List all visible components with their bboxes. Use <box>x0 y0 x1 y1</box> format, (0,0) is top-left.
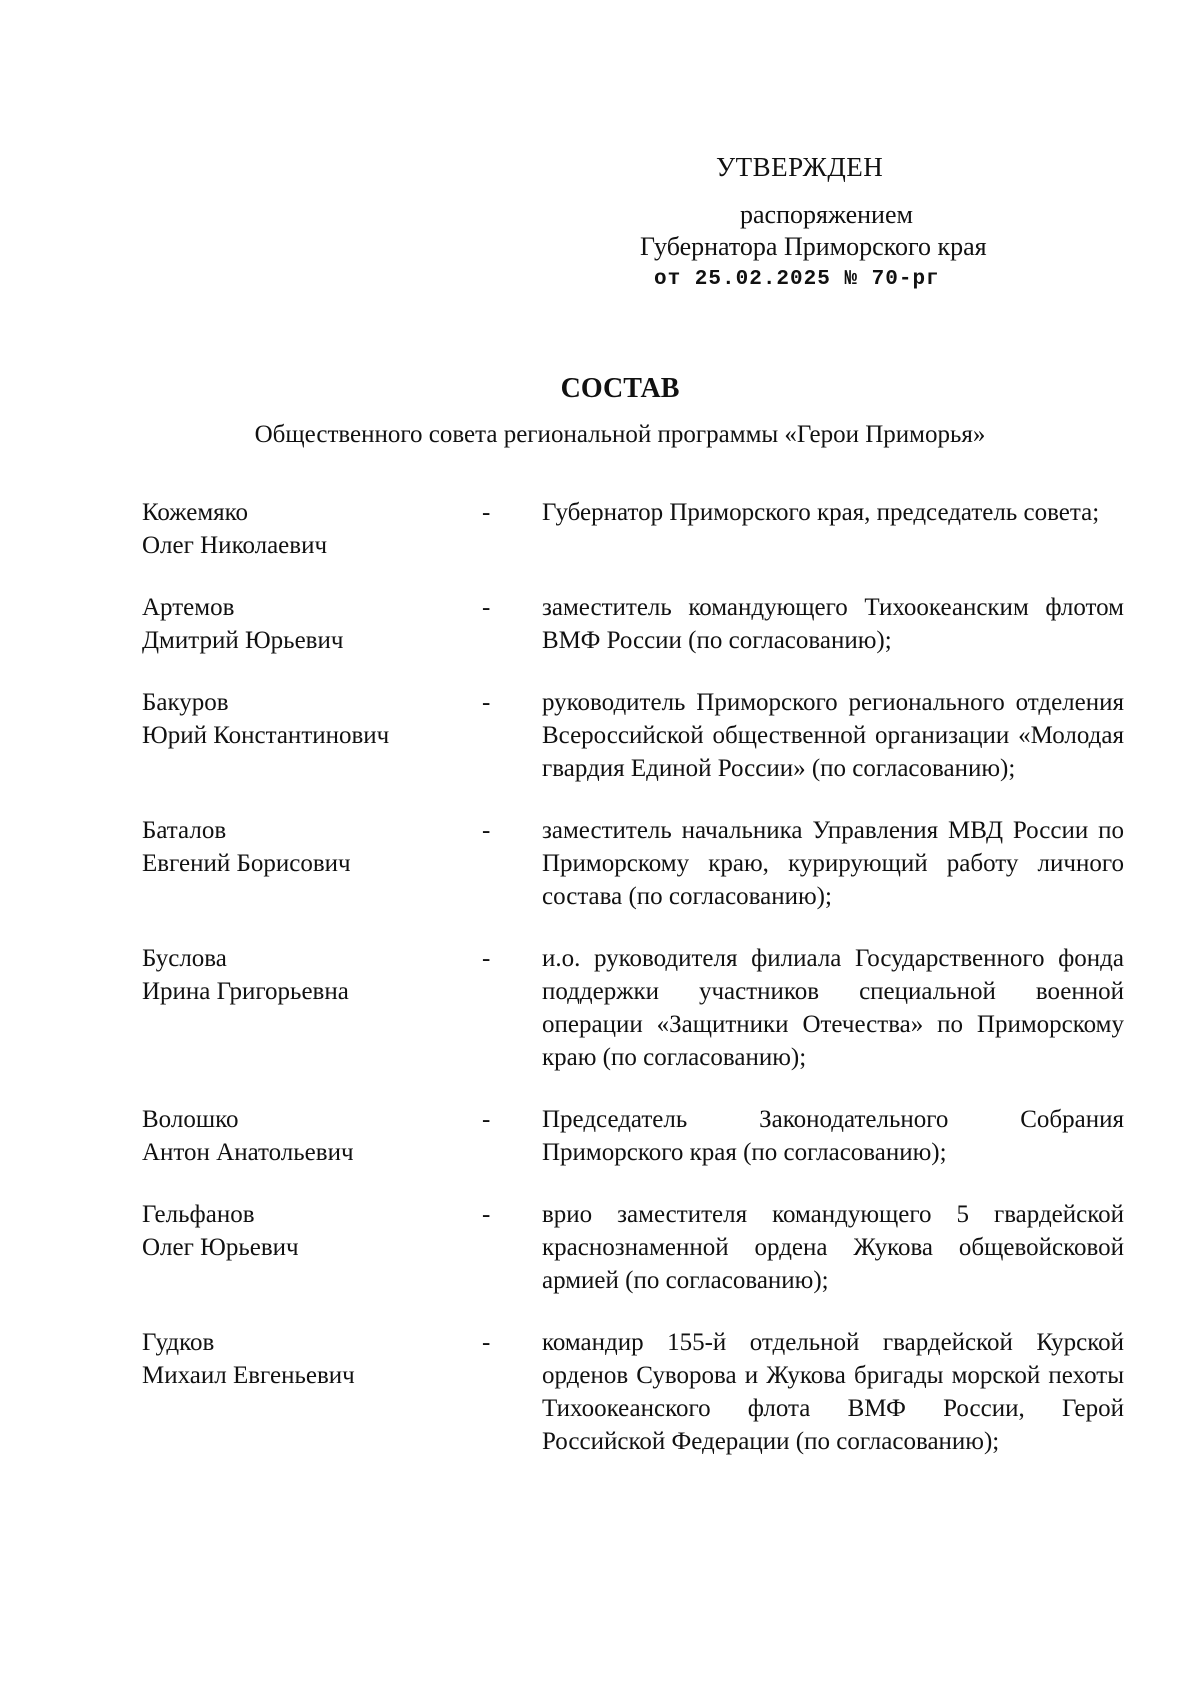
member-given-names: Ирина Григорьевна <box>142 978 349 1005</box>
approval-line-order: распоряжением <box>740 200 913 229</box>
member-dash: - <box>482 594 491 621</box>
member-surname: Буслова <box>142 945 227 972</box>
member-entry <box>142 1103 1124 1169</box>
member-role: Председатель Законодательного Собрания Приморского края (по согласованию); <box>542 1106 1124 1166</box>
member-entry <box>142 591 1124 657</box>
member-name <box>142 496 482 562</box>
member-entry <box>142 686 1124 785</box>
member-entry <box>142 942 1124 1074</box>
member-given-names: Олег Юрьевич <box>142 1234 299 1261</box>
member-name <box>142 1198 482 1297</box>
member-name <box>142 942 482 1074</box>
member-entry <box>142 1326 1124 1458</box>
member-given-names: Олег Николаевич <box>142 532 328 559</box>
member-surname: Бакуров <box>142 689 229 716</box>
member-surname: Артемов <box>142 594 235 621</box>
member-dash: - <box>482 945 491 972</box>
member-entry <box>142 814 1124 913</box>
document-subtitle: Общественного совета региональной программы «Герои Приморья» <box>254 421 986 448</box>
member-surname: Кожемяко <box>142 499 249 526</box>
member-entry <box>142 1198 1124 1297</box>
member-given-names: Юрий Константинович <box>142 722 390 749</box>
member-name <box>142 686 482 785</box>
member-role: заместитель начальника Управления МВД России по Приморскому краю, курирующий работу личного состава (по согласованию); <box>542 817 1124 910</box>
member-role: и.о. руководителя филиала Государственного фонда поддержки участников специальной военной операции «Защитники Отечества» по Приморскому краю (по согласованию); <box>542 945 1124 1071</box>
member-name <box>142 1326 482 1458</box>
member-given-names: Дмитрий Юрьевич <box>142 627 344 654</box>
member-surname: Волошко <box>142 1106 239 1133</box>
approval-heading: УТВЕРЖДЕН <box>716 152 884 182</box>
member-given-names: Антон Анатольевич <box>142 1139 354 1166</box>
member-surname: Баталов <box>142 817 227 844</box>
member-dash: - <box>482 689 491 716</box>
document-title: СОСТАВ <box>560 373 680 404</box>
member-dash: - <box>482 1201 491 1228</box>
member-name <box>142 591 482 657</box>
member-name <box>142 814 482 913</box>
member-dash: - <box>482 1106 491 1133</box>
member-given-names: Михаил Евгеньевич <box>142 1362 355 1389</box>
members-list <box>142 496 1124 1458</box>
member-surname: Гельфанов <box>142 1201 255 1228</box>
member-dash: - <box>482 499 491 526</box>
member-entry <box>142 496 1124 562</box>
approval-line-date-number: от 25.02.2025 № 70-рг <box>654 268 940 291</box>
member-dash: - <box>482 817 491 844</box>
member-given-names: Евгений Борисович <box>142 850 351 877</box>
member-role: руководитель Приморского регионального отделения Всероссийской общественной организации «Молодая гвардия Единой России» (по согласованию); <box>542 689 1124 782</box>
member-role: командир 155-й отдельной гвардейской Курской орденов Суворова и Жукова бригады морской пехоты Тихоокеанского флота ВМФ России, Герой Российской Федерации (по согласованию); <box>542 1329 1124 1455</box>
member-surname: Гудков <box>142 1329 215 1356</box>
approval-line-governor: Губернатора Приморского края <box>640 232 987 261</box>
member-role: заместитель командующего Тихоокеанским флотом ВМФ России (по согласованию); <box>542 594 1124 654</box>
member-name <box>142 1103 482 1169</box>
member-dash: - <box>482 1329 491 1356</box>
member-role: врио заместителя командующего 5 гвардейской краснознаменной ордена Жукова общевойсковой армией (по согласованию); <box>542 1201 1124 1294</box>
member-role: Губернатор Приморского края, председатель совета; <box>542 499 1100 526</box>
